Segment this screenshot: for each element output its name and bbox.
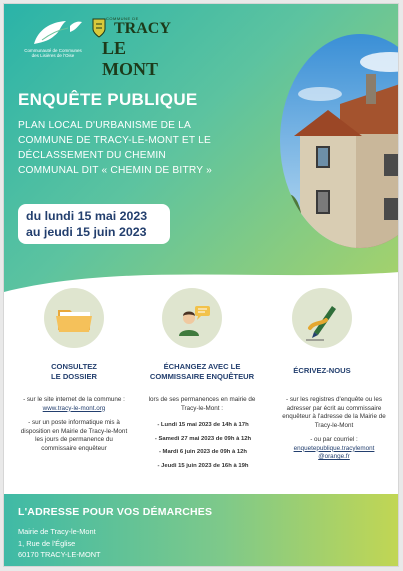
col-write-title — [272, 366, 372, 376]
col-exchange-intro — [142, 396, 262, 413]
folder-icon-badge — [44, 288, 104, 348]
col-exchange-title — [140, 362, 264, 382]
col-title-line: ÉCHANGEZ AVEC LE — [163, 362, 241, 371]
dates-box — [18, 204, 170, 244]
email-link[interactable]: @orange.fr — [318, 453, 350, 460]
subtitle — [18, 118, 280, 178]
folder-icon — [44, 288, 104, 348]
consult-text-b: les jours de permanence du — [35, 436, 113, 443]
header-band — [4, 4, 399, 292]
ccli-brand-text: Communauté de Communes des Lisières de l'Oise — [24, 48, 82, 58]
date-start: du lundi 15 mai 2023 — [26, 209, 148, 223]
consult-text-a: - sur le site internet de la commune : — [23, 396, 125, 403]
person-speech-icon — [162, 288, 222, 348]
pen-writing-icon-badge — [292, 288, 352, 348]
logo-tracy-text: TRACY — [114, 20, 171, 37]
subtitle-line: PLAN LOCAL D'URBANISME DE LA — [18, 120, 192, 131]
address-line: 1, Rue de l'Église — [18, 538, 76, 548]
col-title-line: CONSULTEZ — [51, 362, 97, 371]
oak-leaf-icon — [20, 18, 86, 48]
col-title-line: ÉCRIVEZ-NOUS — [293, 366, 351, 375]
shield-icon — [92, 18, 106, 38]
footer-address — [18, 526, 101, 561]
logo-commune-text: COMMUNE DE — [106, 16, 139, 21]
write-text-a: enquêteur à l'adresse de la Mairie de — [282, 413, 386, 420]
exchange-intro-line: Tracy-le-Mont : — [180, 404, 224, 412]
schedule-item: - Samedi 27 mai 2023 de 09h à 12h — [154, 435, 252, 442]
consult-text-b: - sur un poste informatique mis à — [28, 419, 120, 426]
subtitle-line: COMMUNE DE TRACY-LE-MONT ET LE — [18, 135, 211, 146]
logo-lemont-text: LE MONT — [102, 38, 158, 79]
col-write-text — [272, 396, 396, 462]
consult-text-b: disposition en Mairie de Tracy-le-Mont — [20, 427, 128, 435]
address-line: 60170 TRACY-LE-MONT — [18, 550, 101, 559]
consult-text-b: commissaire enquêteur — [41, 444, 107, 452]
pen-writing-icon — [292, 288, 352, 348]
write-text-a: - sur les registres d'enquête ou les — [285, 396, 383, 403]
write-text-a: adresser par écrit au commissaire — [286, 404, 382, 412]
building-illustration — [280, 34, 399, 248]
exchange-intro-line: lors de ses permanences en mairie de — [148, 396, 256, 403]
email-link[interactable]: enquetepublique.tracylemont — [293, 444, 375, 452]
subtitle-line: COMMUNAL DIT « CHEMIN DE BITRY » — [18, 165, 212, 176]
footer — [4, 494, 399, 567]
col-consult-text — [16, 396, 132, 453]
address-line: Mairie de Tracy-le-Mont — [18, 527, 96, 536]
person-speech-icon-badge — [162, 288, 222, 348]
col-title-line: COMMISSAIRE ENQUÊTEUR — [149, 372, 255, 381]
schedule-item: - Jeudi 15 juin 2023 de 16h à 19h — [157, 462, 249, 469]
page-title: ENQUÊTE PUBLIQUE — [18, 90, 198, 109]
poster — [3, 3, 399, 567]
schedule-item: - Mardi 6 juin 2023 de 09h à 12h — [158, 449, 248, 455]
date-end: au jeudi 15 juin 2023 — [26, 225, 147, 239]
write-text-a: Tracy-le-Mont — [314, 421, 354, 429]
footer-title: L'ADRESSE POUR VOS DÉMARCHES — [18, 506, 213, 518]
ccli-logo — [20, 18, 86, 62]
permanence-schedule — [144, 422, 262, 476]
subtitle-line: DÉCLASSEMENT DU CHEMIN — [18, 150, 166, 161]
schedule-item: - Lundi 15 mai 2023 de 14h à 17h — [157, 422, 249, 428]
website-link[interactable]: www.tracy-le-mont.org — [42, 404, 106, 412]
building-photo — [280, 34, 399, 248]
col-title-line: LE DOSSIER — [51, 372, 97, 381]
col-consult-title — [24, 362, 124, 382]
tracy-le-mont-logo — [92, 16, 171, 79]
write-text-b: - ou par courriel : — [310, 436, 358, 443]
